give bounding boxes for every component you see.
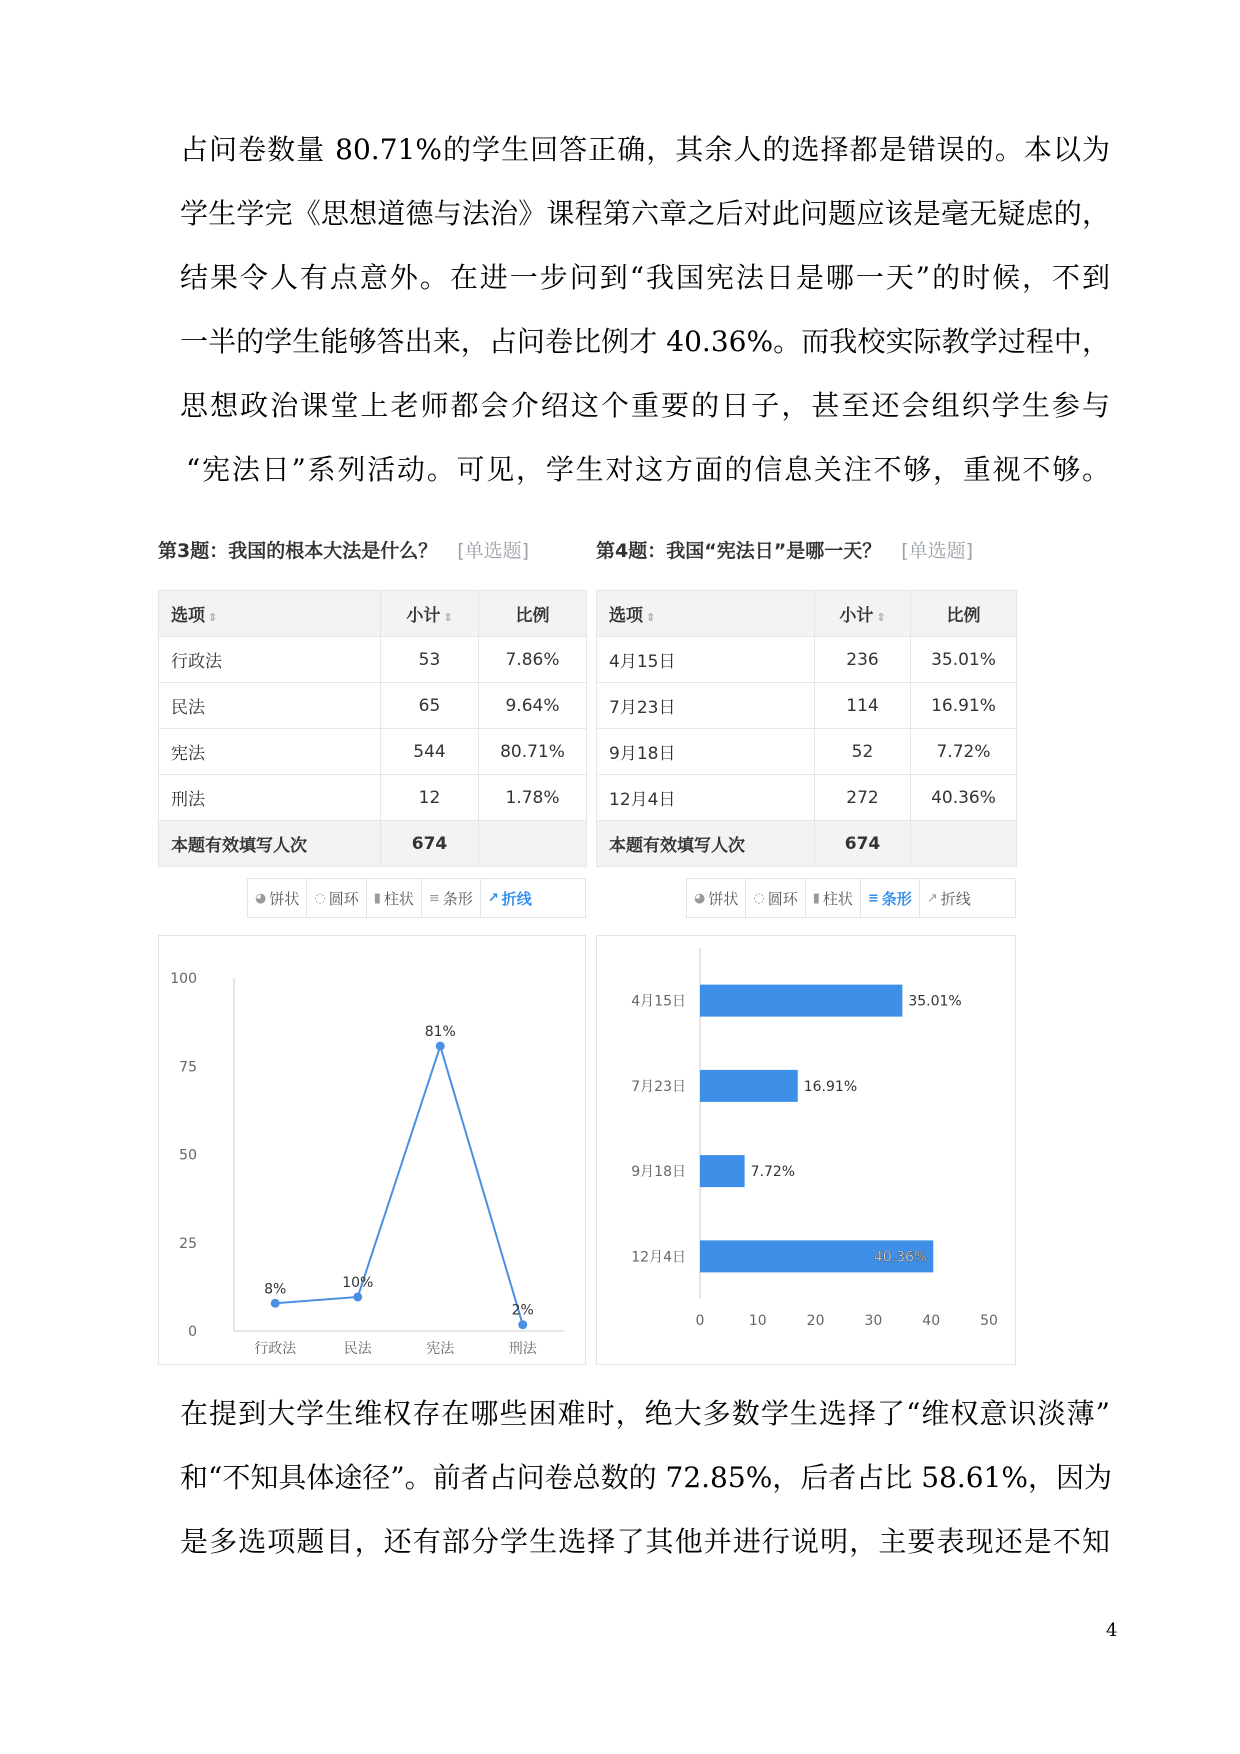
cell-count: 272 [815,775,911,821]
text-line: 和“不知具体途径”。前者占问卷总数的 72.85%，后者占比 58.61%，因为 [180,1461,1112,1494]
sort-icon[interactable]: ⇕ [646,611,656,624]
text-line: 在提到大学生维权存在哪些困难时，绝大多数学生选择了“维权意识淡薄” [180,1397,1110,1430]
total-label: 本题有效填写人次 [159,821,381,867]
table-row [159,683,587,729]
paragraph-1 [180,118,1110,502]
q3-chart [158,935,586,1365]
paragraph-2 [180,1382,1110,1574]
table-row [597,729,1017,775]
x-tick-label: 50 [980,1313,998,1329]
y-tick-label: 7月23日 [631,1078,686,1095]
x-tick-label: 40 [922,1313,941,1329]
line-chart-icon: ↗ [926,890,938,906]
bar-chart-icon: ≡ [867,890,879,906]
y-tick-label: 25 [179,1235,197,1252]
text-line: “宪法日”系列活动。可见，学生对这方面的信息关注不够，重视不够。 [186,453,1110,486]
y-tick-label: 75 [179,1059,197,1076]
chart-type-label: 折线 [940,889,971,908]
chart-type-bar-chart-button[interactable] [861,879,920,917]
cell-ratio: 7.72% [911,729,1017,775]
text-line: 是多选项题目，还有部分学生选择了其他并进行说明，主要表现还是不知 [180,1525,1110,1558]
data-point [271,1299,280,1308]
cell-count: 114 [815,683,911,729]
total-count: 674 [381,821,479,867]
chart-type-line-chart-button[interactable] [920,879,978,917]
chart-type-label: 条形 [442,889,473,908]
x-tick-label: 民法 [343,1341,372,1357]
cell-option: 民法 [159,683,381,729]
ring-chart-icon: ◌ [753,890,765,906]
y-tick-label: 9月18日 [631,1164,686,1181]
text-line: 思想政治课堂上老师都会介绍这个重要的日子，甚至还会组织学生参与 [180,389,1110,422]
cell-option: 7月23日 [597,683,815,729]
column-chart-icon: ▮ [373,890,381,906]
chart-type-label: 圆环 [767,889,798,908]
chart-type-label: 饼状 [269,889,300,908]
cell-ratio: 16.91% [911,683,1017,729]
data-point [436,1042,445,1051]
text-line: 一半的学生能够答出来，占问卷比例才 40.36%。而我校实际教学过程中， [180,325,1110,358]
cell-ratio: 40.36% [911,775,1017,821]
cell-option: 4月15日 [597,637,815,683]
chart-type-pie-chart-button[interactable] [248,879,307,917]
chart-type-ring-chart-button[interactable] [307,879,366,917]
q3-chart-toolbar [247,878,586,918]
sort-icon[interactable]: ⇕ [208,611,218,624]
y-tick-label: 0 [188,1324,197,1340]
data-label: 16.91% [803,1078,858,1095]
x-tick-label: 10 [748,1313,767,1329]
text-line: 结果令人有点意外。在进一步问到“我国宪法日是哪一天”的时候，不到 [180,261,1110,294]
col-header-ratio: 比例 [479,591,587,637]
table-row [159,637,587,683]
column-chart-icon: ▮ [812,890,820,906]
cell-ratio: 7.86% [479,637,587,683]
total-label: 本题有效填写人次 [597,821,815,867]
data-label: 81% [424,1024,456,1041]
cell-option: 12月4日 [597,775,815,821]
total-ratio-empty [911,821,1017,867]
cell-count: 544 [381,729,479,775]
chart-type-label: 饼状 [708,889,739,908]
sort-icon[interactable]: ⇕ [443,611,453,624]
chart-type-column-chart-button[interactable] [806,879,861,917]
y-tick-label: 50 [179,1147,197,1164]
chart-type-column-chart-button[interactable] [367,879,422,917]
data-point [518,1320,527,1329]
sort-icon[interactable]: ⇕ [876,611,886,624]
col-header-count[interactable]: 小计 ⇕ [381,591,479,637]
y-tick-label: 4月15日 [631,993,686,1010]
chart-type-line-chart-button[interactable] [481,879,539,917]
chart-type-label: 柱状 [822,889,853,908]
pie-chart-icon: ◕ [255,890,267,906]
cell-count: 65 [381,683,479,729]
line-chart-icon: ↗ [487,890,499,906]
q4-title-text: 第4题：我国“宪法日”是哪一天？ [596,540,882,562]
table-row [597,775,1017,821]
cell-option: 9月18日 [597,729,815,775]
x-tick-label: 刑法 [508,1341,537,1357]
cell-option: 宪法 [159,729,381,775]
chart-type-label: 柱状 [383,889,414,908]
q4-type-tag: [单选题] [901,540,974,562]
q4-chart-toolbar [686,878,1016,918]
chart-type-ring-chart-button[interactable] [746,879,805,917]
q3-title-text: 第3题：我国的根本大法是什么？ [158,540,438,562]
x-tick-label: 宪法 [426,1341,455,1357]
cell-count: 53 [381,637,479,683]
series-line [275,1046,523,1325]
chart-type-label: 圆环 [328,889,359,908]
bar [700,1070,798,1102]
chart-type-pie-chart-button[interactable] [687,879,746,917]
chart-type-label: 条形 [881,889,912,908]
table-row [159,729,587,775]
table-row [597,637,1017,683]
data-label: 2% [511,1302,534,1319]
col-header-option[interactable]: 选项 ⇕ [159,591,381,637]
text-line: 学生学完《思想道德与法治》课程第六章之后对此问题应该是毫无疑虑的， [180,197,1110,230]
x-tick-label: 30 [864,1313,883,1329]
cell-count: 12 [381,775,479,821]
cell-count: 52 [815,729,911,775]
bar-chart-icon: ≡ [428,890,440,906]
table-row [159,775,587,821]
ring-chart-icon: ◌ [314,890,326,906]
table-total-row [597,821,1017,867]
y-tick-label: 100 [170,971,197,987]
q4-bar-chart [597,936,1015,1364]
data-label: 40.36% [873,1249,928,1266]
y-tick-label: 12月4日 [631,1249,686,1266]
data-label: 10% [342,1274,374,1291]
table-header-row [159,591,587,637]
col-header-count[interactable]: 小计 ⇕ [815,591,911,637]
data-label: 8% [264,1281,287,1298]
col-header-option[interactable]: 选项 ⇕ [597,591,815,637]
table-total-row [159,821,587,867]
q3-type-tag: [单选题] [457,540,530,562]
bar [700,985,902,1017]
cell-option: 刑法 [159,775,381,821]
q3-table [158,590,587,867]
cell-option: 行政法 [159,637,381,683]
x-tick-label: 20 [806,1313,825,1329]
total-ratio-empty [479,821,587,867]
total-count: 674 [815,821,911,867]
q3-line-chart [159,936,585,1364]
table-row [597,683,1017,729]
chart-type-bar-chart-button[interactable] [422,879,481,917]
cell-count: 236 [815,637,911,683]
page-number: 4 [1106,1620,1118,1641]
q4-chart [596,935,1016,1365]
cell-ratio: 80.71% [479,729,587,775]
text-line: 占问卷数量 80.71%的学生回答正确，其余人的选择都是错误的。本以为 [180,133,1110,166]
cell-ratio: 35.01% [911,637,1017,683]
cell-ratio: 1.78% [479,775,587,821]
q4-table [596,590,1017,867]
chart-type-label: 折线 [501,889,532,908]
data-label: 7.72% [750,1164,796,1181]
cell-ratio: 9.64% [479,683,587,729]
pie-chart-icon: ◕ [694,890,706,906]
x-tick-label: 0 [695,1313,705,1329]
bar [700,1155,745,1187]
x-tick-label: 行政法 [254,1341,297,1357]
data-label: 35.01% [908,993,962,1010]
q3-title [158,536,529,563]
data-point [353,1292,362,1301]
q4-title [596,536,973,563]
table-header-row [597,591,1017,637]
col-header-ratio: 比例 [911,591,1017,637]
